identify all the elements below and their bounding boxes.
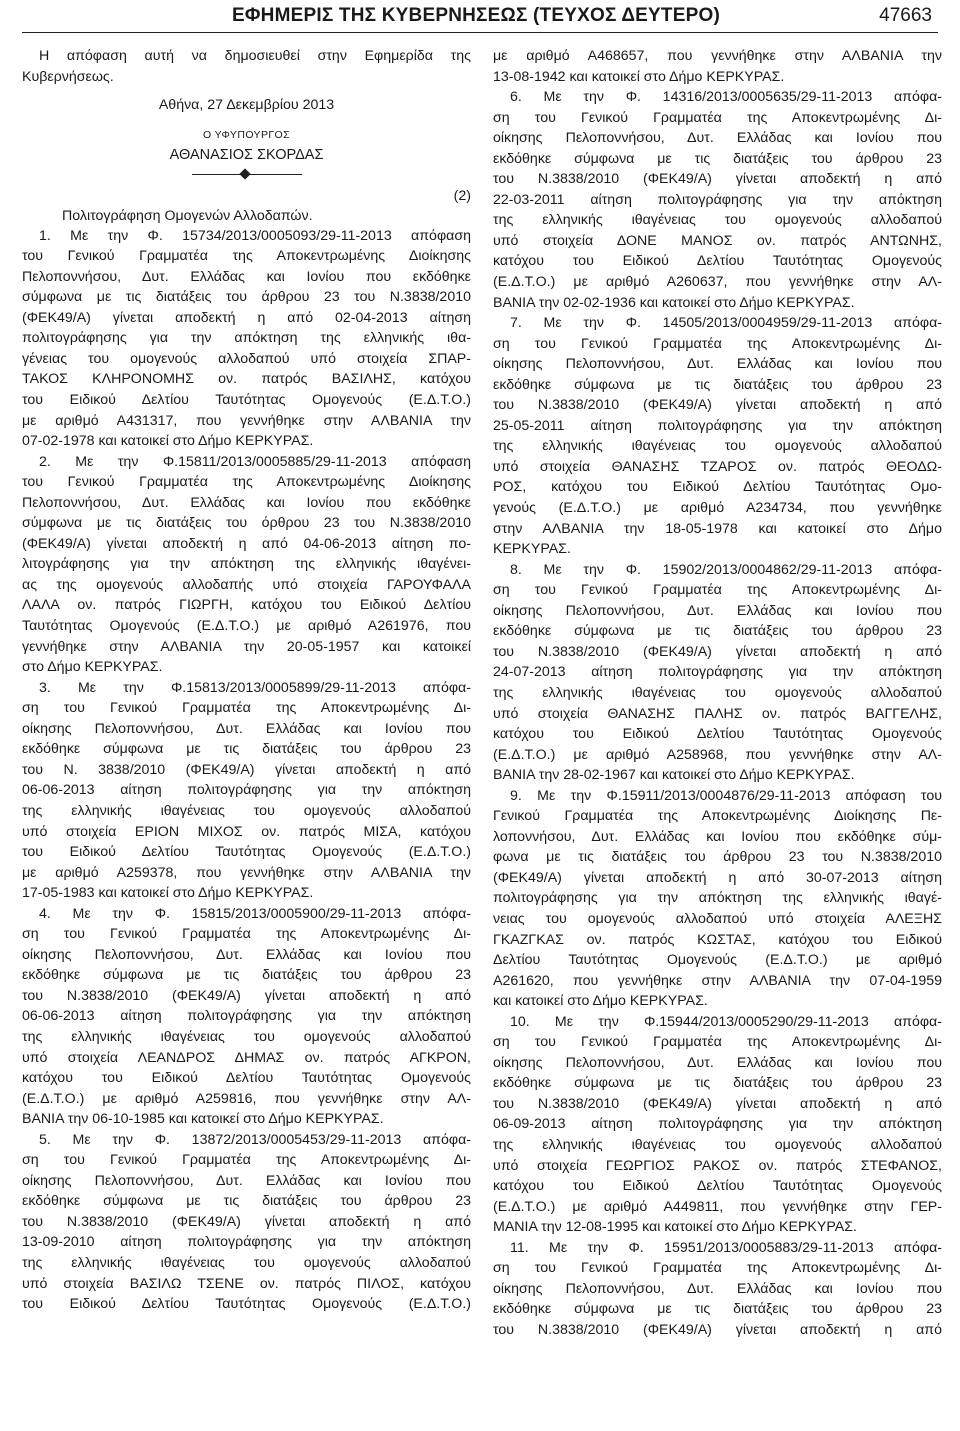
paragraph-line: εκδόθηκε σύμφωνα με τις διατάξεις του άρθρου 23 [22,1193,471,1210]
paragraph-line: (Ε.Δ.Τ.Ο.) με αριθμό Α259816, που γεννήθηκε στην ΑΛ- [22,1090,471,1107]
section-number: (2) [453,187,471,204]
left-column [22,46,471,1315]
paragraph-line: με αριθμό Α431317, που γεννήθηκε στην ΑΛΒΑΝΙΑ την [22,412,471,429]
paragraph [493,1238,942,1341]
paragraph-line: εκδόθηκε σύμφωνα με τις διατάξεις του άρθρου 23 [493,376,942,393]
paragraph-line: της ελληνικής ιθαγένειας του ομογενούς αλλοδαπού [493,1136,942,1153]
paragraph-line: του Ν.3838/2010 (ΦΕΚ49/Α) γίνεται αποδεκτή η από [493,643,942,660]
paragraph-line: ση του Γενικού Γραμματέα της Αποκεντρωμένης Δι- [493,582,942,599]
paragraph-line: ση του Γενικού Γραμματέα της Αποκεντρωμένης Δι- [493,1034,942,1051]
paragraph-line: του Ειδικού Δελτίου Ταυτότητας Ομογενούς (Ε.Δ.Τ.Ο.) [22,1296,471,1313]
paragraph-line: νειας του ομογενούς αλλοδαπού υπό στοιχεία ΑΛΕΞΗΣ [493,910,942,927]
paragraph-line: 25-05-2011 αίτηση πολιτογράφησης για την απόκτηση [493,417,942,434]
paragraph-line: κατόχου του Ειδικού Δελτίου Ταυτότητας Ομογενούς [22,1070,471,1087]
paragraph-line: οίκησης Πελοποννήσου, Δυτ. Ελλάδας και Ιονίου που [493,356,942,373]
paragraph-line: του Γενικού Γραμματέα της Αποκεντρωμένης Διοίκησης [22,248,471,265]
paragraph-line: ΓΚΑΖΓΚΑΣ ον. πατρός ΚΩΣΤΑΣ, κατόχου του Ειδικού [493,931,942,948]
diamond-icon [239,168,250,179]
paragraph-line: ΒΑΝΙΑ την 06-10-1985 και κατοικεί στο Δήμο ΚΕΡΚΥΡΑΣ. [22,1111,384,1128]
signatory-name: ΑΘΑΝΑΣΙΟΣ ΣΚΟΡΔΑΣ [169,146,324,163]
paragraph-line: σύμφωνα με τις διατάξεις του όρθρου 23 του Ν.3838/2010 [22,515,471,532]
paragraph-line: ΒΑΝΙΑ την 28-02-1967 και κατοικεί στο Δήμο ΚΕΡΚΥΡΑΣ. [493,767,855,784]
paragraph [22,678,471,904]
paragraph-line: της ελληνικής ιθαγένειας του ομογενούς αλλοδαπού [493,684,942,701]
paragraph-line: ΡΟΣ, κατόχου του Ειδικού Δελτίου Ταυτότητας Ομο- [493,479,942,496]
paragraph-line: Πελοποννήσου, Δυτ. Ελλάδας και Ιονίου που εκδόθηκε [22,494,471,511]
paragraph-line: του Ν.3838/2010 (ΦΕΚ49/Α) γίνεται αποδεκτή η από [493,171,942,188]
paragraph-line: στην ΑΛΒΑΝΙΑ την 18-05-1978 και κατοικεί στο Δήμο [493,520,942,537]
paragraph-line: (Ε.Δ.Τ.Ο.) με αριθμό Α258968, που γεννήθηκε στην ΑΛ- [493,746,942,763]
paragraph [22,452,471,678]
paragraph-line: πολιτογράφησης για την απόκτηση της ελληνικής ιθαγέ- [493,890,942,907]
page-header [22,2,938,33]
paragraph-line: ΛΑΛΑ ον. πατρός ΓΙΩΡΓΗ, κατόχου του Ειδικού Δελτίου [22,597,471,614]
intro-text [22,46,471,87]
paragraph-line: 6. Με την Φ. 14316/2013/0005635/29-11-2013 απόφα- [510,89,942,106]
paragraph-line: κατόχου του Ειδικού Δελτίου Ταυτότητας Ομογενούς [493,1178,942,1195]
paragraph-line: του Ν.3838/2010 (ΦΕΚ49/Α) γίνεται αποδεκτή η από [493,1321,942,1338]
paragraph-line: του Γενικού Γραμματέα της Αποκεντρωμένης Διοίκησης [22,474,471,491]
paragraph [493,560,942,786]
paragraph-line: της ελληνικής ιθαγένειας του ομογενούς αλλοδαπού [22,1254,471,1271]
paragraph-line: υπό στοιχεία ΘΑΝΑΣΗΣ ΠΑΛΗΣ ον. πατρός ΒΑΓΓΕΛΗΣ, [493,705,942,722]
paragraph-line: υπό στοιχεία ΛΕΑΝΔΡΟΣ ΔΗΜΑΣ ον. πατρός ΑΓΚΡΟΝ, [22,1049,471,1066]
paragraph-line: και κατοικεί στο Δήμο ΚΕΡΚΥΡΑΣ. [493,993,708,1010]
paragraph-line: οίκησης Πελοποννήσου, Δυτ. Ελλάδας και Ιονίου που [493,1054,942,1071]
paragraph-line: Γενικού Γραμματέα της Αποκεντρωμένης Διοίκησης Πε- [493,808,942,825]
paragraph-line: του Ειδικού Δελτίου Ταυτότητας Ομογενούς (Ε.Δ.Τ.Ο.) [22,392,471,409]
paragraph-line: οίκησης Πελοποννήσου, Δυτ. Ελλάδας και Ιονίου που [493,602,942,619]
paragraph-line: (ΦΕΚ49/Α) γίνεται αποδεκτή η από 02-04-2013 αίτηση [22,309,471,326]
decorative-divider [22,168,471,182]
paragraph-line: εκδόθηκε σύμφωνα με τις διατάξεις του άρθρου 23 [22,741,471,758]
paragraph-line: κατόχου του Ειδικού Δελτίου Ταυτότητας Ομογενούς [493,726,942,743]
paragraph-line: ση του Γενικού Γραμματέα της Αποκεντρωμένης Δι- [493,335,942,352]
left-paragraphs [22,226,471,1315]
right-column [493,46,942,1340]
paragraph [493,786,942,1012]
paragraph [493,313,942,560]
paragraph-line: με αριθμό Α468657, που γεννήθηκε στην ΑΛΒΑΝΙΑ την [493,48,942,64]
paragraph-line: 9. Με την Φ.15911/2013/0004876/29-11-2013 απόφαση του [510,787,942,804]
paragraph-line: ΤΑΚΟΣ ΚΛΗΡΟΝΟΜΗΣ ον. πατρός ΒΑΣΙΛΗΣ, κατόχου [22,371,471,388]
paragraph-line: πολιτογράφησης για την απόκτηση της ελληνικής ιθα- [22,330,471,347]
paragraph-line: υπό στοιχεία ΔΟΝΕ ΜΑΝΟΣ ον. πατρός ΑΝΤΩΝΗΣ, [493,232,942,249]
paragraph-line: σύμφωνα με τις διατάξεις του άρθρου 23 του Ν.3838/2010 [22,289,471,306]
paragraph-line: Δελτίου Ταυτότητας Ομογενούς (Ε.Δ.Τ.Ο.) με αριθμό [493,952,942,969]
paragraph-line: του Ν. 3838/2010 (ΦΕΚ49/Α) γίνεται αποδεκτή η από [22,761,471,778]
paragraph-line: οίκησης Πελοποννήσου, Δυτ. Ελλάδας και Ιονίου που [493,1280,942,1297]
intro-line: Κυβερνήσεως. [22,68,114,85]
paragraph-line: ση του Γενικού Γραμματέα της Αποκεντρωμένης Δι- [493,1260,942,1277]
paragraph-line: 17-05-1983 και κατοικεί στο Δήμο ΚΕΡΚΥΡΑΣ. [22,885,314,902]
paragraph-line: 22-03-2011 αίτηση πολιτογράφησης για την απόκτηση [493,191,942,208]
paragraph-line: ση του Γενικού Γραμματέα της Αποκεντρωμένης Δι- [22,700,471,717]
paragraph-line: 13-08-1942 και κατοικεί στο Δήμο ΚΕΡΚΥΡΑΣ. [493,68,785,85]
paragraph-line: 1. Με την Φ. 15734/2013/0005093/29-11-2013 απόφαση [39,227,471,244]
paragraph-line: Ταυτότητας Ομογενούς (Ε.Δ.Τ.Ο.) με αριθμό Α261976, που [22,618,471,635]
paragraph-line: 3. Με την Φ.15813/2013/0005899/29-11-2013 απόφα- [39,679,471,696]
paragraph-line: 24-07-2013 αίτηση πολιτογράφησης για την απόκτηση [493,664,942,681]
paragraph-line: οίκησης Πελοποννήσου, Δυτ. Ελλάδας και Ιονίου που [22,1172,471,1189]
paragraph-line: ΚΕΡΚΥΡΑΣ. [493,541,571,558]
paragraph-line: γενούς (Ε.Δ.Τ.Ο.) με αριθμό Α234734, που γεννήθηκε [493,500,942,517]
intro-line: Η απόφαση αυτή να δημοσιευθεί στην Εφημερίδα της [39,48,471,64]
paragraph-line: στο Δήμο ΚΕΡΚΥΡΑΣ. [22,659,163,676]
paragraph-line: 13-09-2010 αίτηση πολιτογράφησης για την απόκτηση [22,1234,471,1251]
signature-block [22,95,471,182]
paragraph-line: του Ν.3838/2010 (ΦΕΚ49/Α) γίνεται αποδεκτή η από [22,1213,471,1230]
paragraph-line: ση του Γενικού Γραμματέα της Αποκεντρωμένης Δι- [493,109,942,126]
gazette-title: ΕΦΗΜΕΡΙΣ ΤΗΣ ΚΥΒΕΡΝΗΣΕΩΣ (ΤΕΥΧΟΣ ΔΕΥΤΕΡΟ) [232,5,720,26]
paragraph-line: (ΦΕΚ49/Α) γίνεται αποδεκτή η από 30-07-2013 αίτηση [493,869,942,886]
paragraph-line: 7. Με την Φ. 14505/2013/0004959/29-11-2013 απόφα- [510,315,942,332]
paragraph-line: υπό στοιχεία ΓΕΩΡΓΙΟΣ ΡΑΚΟΣ ον. πατρός ΣΤΕΦΑΝΟΣ, [493,1157,942,1174]
paragraph-line: 2. Με την Φ.15811/2013/0005885/29-11-2013 απόφαση [39,453,471,470]
paragraph-line: 06-06-2013 αίτηση πολιτογράφησης για την απόκτηση [22,1008,471,1025]
paragraph-line: του Ειδικού Δελτίου Ταυτότητας Ομογενούς (Ε.Δ.Τ.Ο.) [22,844,471,861]
paragraph-line: υπό στοιχεία ΕΡΙΟΝ ΜΙΧΟΣ ον. πατρός ΜΙΣΑ, κατόχου [22,823,471,840]
paragraph-line: ση του Γενικού Γραμματέα της Αποκεντρωμένης Δι- [22,926,471,943]
paragraph-line: 11. Με την Φ. 15951/2013/0005883/29-11-2013 απόφα- [510,1239,942,1256]
paragraph-line: εκδόθηκε σύμφωνα με τις διατάξεις του άρθρου 23 [493,150,942,167]
paragraph [493,1012,942,1238]
paragraph-line: (Ε.Δ.Τ.Ο.) με αριθμό Α260637, που γεννήθηκε στην ΑΛ- [493,274,942,291]
paragraph-line: γένειας του ομογενούς αλλοδαπού υπό στοιχεία ΣΠΑΡ- [22,350,471,367]
paragraph-line: κατόχου του Ειδικού Δελτίου Ταυτότητας Ομογενούς [493,253,942,270]
paragraph-line: 06-06-2013 αίτηση πολιτογράφησης για την απόκτηση [22,782,471,799]
paragraph-line: της ελληνικής ιθαγένειας του ομογενούς αλλοδαπού [22,802,471,819]
paragraph-line: εκδόθηκε σύμφωνα με τις διατάξεις του άρθρου 23 [493,623,942,640]
paragraph-line: (Ε.Δ.Τ.Ο.) με αριθμό Α449811, που γεννήθηκε στην ΓΕΡ- [493,1198,942,1215]
paragraph-line: εκδόθηκε σύμφωνα με τις διατάξεις του άρθρου 23 [493,1075,942,1092]
paragraph [22,904,471,1130]
paragraph-line: ΒΑΝΙΑ την 02-02-1936 και κατοικεί στο Δήμο ΚΕΡΚΥΡΑΣ. [493,294,855,311]
right-paragraphs [493,46,942,1340]
paragraph-line: φωνα με τις διατάξεις του άρθρου 23 του Ν.3838/2010 [493,849,942,866]
paragraph-line: εκδόθηκε σύμφωνα με τις διατάξεις του άρθρου 23 [22,967,471,984]
page-number: 47663 [879,5,932,26]
paragraph-line: οίκησης Πελοποννήσου, Δυτ. Ελλάδας και Ιονίου που [22,720,471,737]
paragraph-line: 8. Με την Φ. 15902/2013/0004862/29-11-2013 απόφα- [510,561,942,578]
paragraph-line: γεννήθηκε στην ΑΛΒΑΝΙΑ την 20-05-1957 και κατοικεί [22,638,471,655]
paragraph-line: Πελοποννήσου, Δυτ. Ελλάδας και Ιονίου που εκδόθηκε [22,268,471,285]
paragraph-line: οίκησης Πελοποννήσου, Δυτ. Ελλάδας και Ιονίου που [22,946,471,963]
paragraph-line: ας της ομογενούς αλλοδαπής υπό στοιχεία ΓΑΡΟΥΦΑΛΑ [22,576,471,593]
paragraph [22,226,471,452]
paragraph-line: 10. Με την Φ.15944/2013/0005290/29-11-2013 απόφα- [510,1013,942,1030]
paragraph-line: του Ν.3838/2010 (ΦΕΚ49/Α) γίνεται αποδεκτή η από [22,987,471,1004]
paragraph-line: υπό στοιχεία ΘΑΝΑΣΗΣ ΤΖΑΡΟΣ ον. πατρός ΘΕΟΔΩ- [493,458,942,475]
paragraph-line: 5. Με την Φ. 13872/2013/0005453/29-11-2013 απόφα- [39,1131,471,1148]
paragraph-line: της ελληνικής ιθαγένειας του ομογενούς αλλοδαπού [493,438,942,455]
paragraph-line: λιτογράφησης για την απόκτηση της ελληνικής ιθαγένει- [22,556,471,573]
paragraph-line: της ελληνικής ιθαγένειας του ομογενούς αλλοδαπού [22,1028,471,1045]
paragraph-line: 07-02-1978 και κατοικεί στο Δήμο ΚΕΡΚΥΡΑΣ. [22,433,314,450]
paragraph-line: της ελληνικής ιθαγένειας του ομογενούς αλλοδαπού [493,212,942,229]
paragraph-line: λοποννήσου, Δυτ. Ελλάδας και Ιονίου που εκδόθηκε σύμ- [493,828,942,845]
paragraph [22,1130,471,1315]
section-heading [22,186,471,226]
paragraph-line: ΜΑΝΙΑ την 12-08-1995 και κατοικεί στο Δήμο ΚΕΡΚΥΡΑΣ. [493,1219,857,1236]
paragraph-line: του Ν.3838/2010 (ΦΕΚ49/Α) γίνεται αποδεκτή η από [493,1095,942,1112]
signatory-role: Ο ΥΦΥΠΟΥΡΓΟΣ [202,128,290,141]
paragraph-line: εκδόθηκε σύμφωνα με τις διατάξεις του άρθρου 23 [493,1301,942,1318]
section-title: Πολιτογράφηση Ομογενών Αλλοδαπών. [62,207,313,224]
paragraph-line: 06-09-2013 αίτηση πολιτογράφησης για την απόκτηση [493,1116,942,1133]
paragraph-line: με αριθμό Α259378, που γεννήθηκε στην ΑΛΒΑΝΙΑ την [22,864,471,881]
paragraph [493,87,942,313]
paragraph-line: οίκησης Πελοποννήσου, Δυτ. Ελλάδας και Ιονίου που [493,130,942,147]
place-date: Αθήνα, 27 Δεκεμβρίου 2013 [158,97,335,114]
paragraph-line: (ΦΕΚ49/Α) γίνεται αποδεκτή η από 04-06-2013 αίτηση πο- [22,535,471,552]
paragraph [493,46,942,87]
paragraph-line: Α261620, που γεννήθηκε στην ΑΛΒΑΝΙΑ την 07-04-1959 [493,972,942,989]
paragraph-line: υπό στοιχεία ΒΑΣΙΛΩ ΤΣΕΝΕ ον. πατρός ΠΙΛΟΣ, κατόχου [22,1275,471,1292]
paragraph-line: ση του Γενικού Γραμματέα της Αποκεντρωμένης Δι- [22,1152,471,1169]
paragraph-line: του Ν.3838/2010 (ΦΕΚ49/Α) γίνεται αποδεκτή η από [493,397,942,414]
paragraph-line: 4. Με την Φ. 15815/2013/0005900/29-11-2013 απόφα- [39,905,471,922]
